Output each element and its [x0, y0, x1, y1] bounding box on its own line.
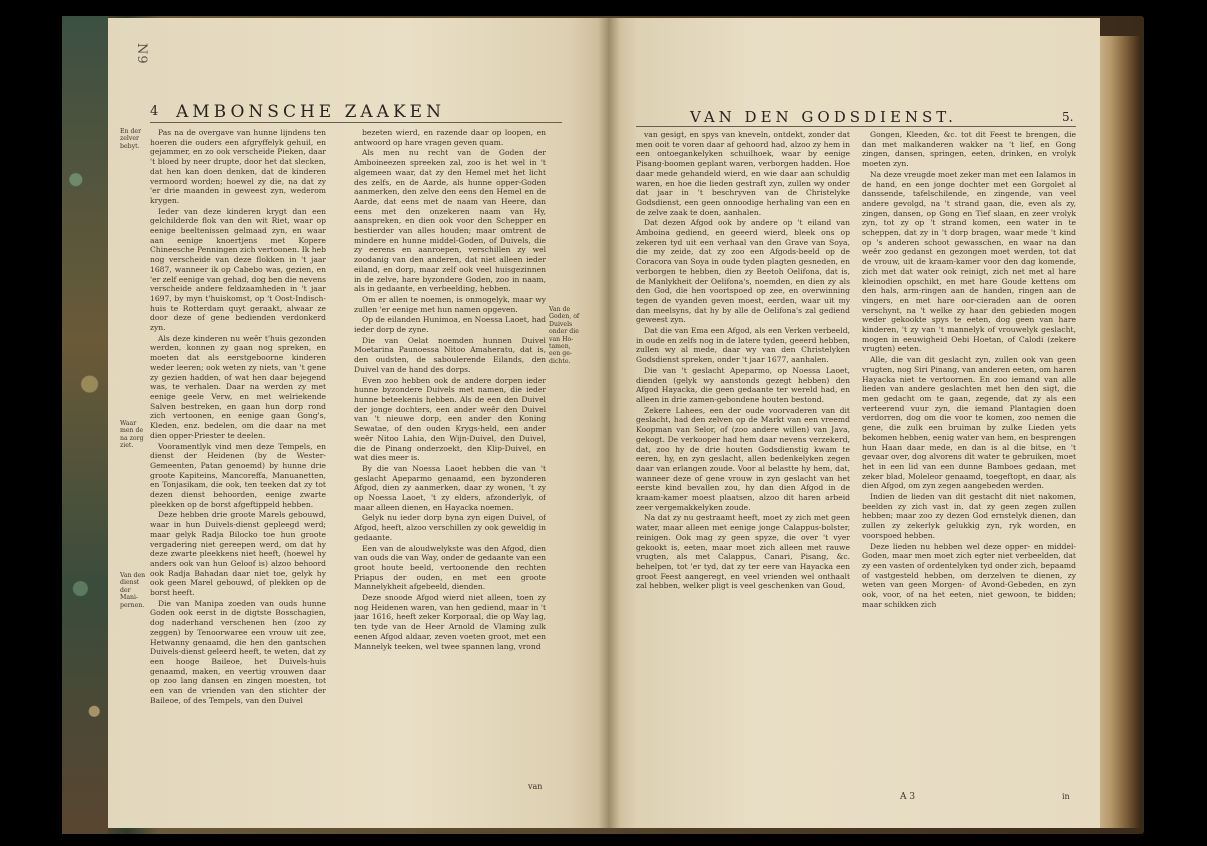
paragraph: Deze snoode Afgod wierd niet alleen, toen zy nog Heidenen waren, van hen gediend, maar in 't jaar 1616, heeft zeker Korporaal, die op Way lag, ten tyde van de Heer Arnold de Vlaming zulk eenen Afgod aldaar, zeven voeten groot, met een Mannelyk teeken, wel twee spannen lang, vrond	[354, 593, 546, 651]
paragraph: Als men nu recht van de Goden der Amboineezen spreeken zal, zoo is het wel in 't algemeen waar, dat zy den Hemel met het licht des zelfs, en de Aarde, als hunne opper-Goden aanmerken, den zelve den eens den Hemel en de Aarde, dat eens met de naam van Heere, dan eens met den onzekeren naam van Hy, aanspreken, en dien ook voor den Schepper en bestierder van alles houden; maar omtrent de mindere en hunne middel-Goden, of Duivels, die zy eerens en aanroepen, verschillen zy wel zoodanig van den anderen, dat niet alleen ieder eiland, en dorp, maar zelf ook veel huisgezinnen in de zelve, hare byzondere Goden, zoo in naam, als in gedaante, en verbeelding, hebben.	[354, 148, 546, 294]
book-gutter	[598, 18, 620, 828]
paragraph: bezeten wierd, en razende daar op loopen, en antwoord op hare vragen geven quam.	[354, 128, 546, 147]
paragraph: Dat dezen Afgod ook by andere op 't eiland van Amboina gediend, en geeerd wierd, bleek ons op zekeren tyd uit een verhaal van den Grave van Soya, die my zeide, dat zy zoo een Afgods-beeld op de Coracora van Soya in oude tyden plagten gesneden, en verborgen te hebben, dien zy Beetoh Oelifona, dat is, de Manlykheit der Oelifona's, noemden, en dien zy als den God, die hen voortspoed op zee, en overwinning tegen de vyanden geven moest, eerden, waar uit my dan meelsyns, dat hy by alle de Oelifona's zal gediend geweest zyn.	[636, 218, 850, 325]
paragraph: van gesigt, en spys van kneveln, ontdekt, zonder dat men ooit te voren daar af gehoord had, alzoo zy hem in een ontoegankelyken schuilhoek, waar by eenige Pisang-boomen geplant waren, verborgen hadden. Hoe daar mede gehandeld wierd, en wie daar aan schuldig waren, en hoe die lieden gestraft zyn, zullen wy onder dat jaar in 't beschryven van de Christelyke Godsdienst, een geen onnoodige herhaling van een en de zelve zaak te doen, aanhalen.	[636, 130, 850, 217]
paragraph: Gongen, Kleeden, &c. tot dit Feest te brengen, die dan met malkanderen wakker na 't lief, en Gong zingen, dansen, springen, eeten, drinken, en vrolyk moeten zyn.	[862, 130, 1076, 169]
paragraph: Even zoo hebben ook de andere dorpen ieder hunne byzondere Duivels met namen, die ieder hunne beteekenis hebben. Als de een den Duivel der jonge dochters, een ander weêr den Duivel van 't nieuwe dorp, een ander den Koning Sewatae, of den ouden Krygs-held, een ander weêr Nitoo Lahia, den Wijn-Duivel, den Duivel, die de Pinang onderzoekt, den Klip-Duivel, en wat dies meer is.	[354, 375, 546, 463]
left-inner-margin-note: Van de Goden, of Duivels onder die van Ho-tamen, een ge-dichte.	[549, 306, 580, 365]
left-margin-note-2: Waar men de na zorg ziet.	[120, 420, 144, 450]
paragraph: Pas na de overgave van hunne lijndens ten hoeren die ouders een afgryffelyk gehuil, en gejammer, en zo ook verscheide Pieken, daar 't bloed by neer drupte, door het dat slecken, dat hen kan doen denken, dat de kinderen vermoord worden; hoewel zy die, na dat zy 'er drie maanden in geweest zyn, wederom krygen.	[150, 128, 326, 205]
right-catchword: in	[1062, 792, 1070, 801]
paragraph: Die van Manipa zoeden van ouds hunne Goden ook eerst in de digtste Bosschagien, dog naderhand verschenen hen (zoo zy zeggen) by Tenoorwaree een vrouw uit zee, Hetwanny genaamd, die hen den gantschen Duivels-dienst geleerd heeft, te weten, dat zy een hooge Baileoe, het Duivels-huis genaamd, maken, en veertig vrouwen daar op zoo lang dansen en zingen moesten, tot een van de vrienden van den stichter der Baileoe, of des Tempels, van den Duivel	[150, 598, 326, 705]
paragraph: Een van de aloudwelykste was den Afgod, dien van ouds die van Way, onder de gedaante van een groot houte beeld, vertoonende den rechten Priapus der ouden, en met een groote Mannelykheit afgebeeld, dienden.	[354, 543, 546, 592]
signature-mark: A 3	[900, 792, 916, 802]
paragraph: Als deze kinderen nu weêr t'huis gezonden werden, konnen zy gaan nog spreken, en moeten dat als eerstgeboorne kinderen weder leeren; ook weten zy niets, van 't gene zy gezien hadden, of wat hen daar bejegend was, te verhalen. Daar na werden zy met eenige geele Verw, en met welriekende Salven bestreken, en gaan hun dorp rond zich vertoonen, en eenige gaan Gong's, Kleden, enz. bedelen, om die daar na met dien opper-Priester te deelen.	[150, 333, 326, 440]
left-page-number: 4	[150, 104, 159, 119]
right-head-rule	[636, 126, 1076, 127]
paragraph: Na deze vreugde moet zeker man met een Ialamos in de hand, en een jonge dochter met een Gorgolet al danssende, tafelschilende, en zingende, van veel andere gevolgd, na 't strand gaan, die, even als zy, zingen, dansen, op Gong en Tief slaan, en zeer vrolyk zyn, tot zy op 't strand komen, een water in te scheppen, dat zy in 't dorp bragen, waar mede 't kind op 's anderen schoot gewasschen, en waar na dan weêr zoo gedanst en gezongen moet werden, tot dat de vrouw, uit de kraam-kamer voor den dag komende, zich met dat water ook reinigt, zich net met al hare kleinodien opschikt, en met hare Goude kettens om den hals, arm-ringen aan de handen, ringen aan de vingers, en met hare oor-cieraden aan de ooren verschynt, na 't welke zy haar den gebieden mogen weder gekookte spys te eeten, dog geen van hare kinderen, 't zy van 't mannelyk of vrouwelyk geslacht, mogen in eeuwigheid Oebi Hoetan, of Calodi (zekere vrugten) eeten.	[862, 169, 1076, 354]
corner-pencil-note: N9	[134, 43, 149, 65]
left-catchword: van	[528, 782, 543, 791]
paragraph: Vooramentlyk vind men deze Tempels, en dienst der Heidenen (by de Wester-Gemeenten, Patan genoemd) by hunne drie groote Kapiteins, Mancoreffa, Manuanetten, en Tonjasikam, die ook, ten teeken dat zy tot dezen dienst behoorden, eenige zwarte pleekken op de borst afgeftippeld hebben.	[150, 441, 326, 509]
left-margin-note-3: Van den dienst der Mani-pernen.	[120, 572, 146, 609]
right-column-1	[636, 130, 850, 790]
paragraph: Om er allen te noemen, is onmogelyk, maar wy zullen 'er eenige met hun namen opgeven.	[354, 294, 546, 314]
paragraph: Dat die van Ema een Afgod, als een Verken verbeeld, in oude en zelfs nog in de latere tyden, geeerd hebben, zullen wy al mede, daar wy van den Christelyken Godsdienst spreken, onder 't jaar 1677, aanhalen.	[636, 326, 850, 365]
page-edges	[1098, 36, 1140, 828]
paragraph: Die van 't geslacht Apeparmo, op Noessa Laoet, dienden (gelyk wy aanstonds gezegt hebben) den Afgod Hayacka, die geen gedaante ter wereld had, en alleen in drie zamen-gebondene houten bestond.	[636, 365, 850, 404]
right-page-number: 5.	[1062, 110, 1074, 124]
paragraph: Gelyk nu ieder dorp byna zyn eigen Duivel, of Afgod, heeft, alzoo verschillen zy ook geweldig in gedaante.	[354, 513, 546, 542]
paragraph: Deze hebben drie groote Marels gebouwd, waar in hun Duivels-dienst gepleegd werd; maar gelyk Radja Bilocko toe hun groote vergadering niet gereepen werd, om dat hy deze zwarte pleekkens niet heeft, (hoewel hy anders ook van hun Geloof is) alzoo behoord ook Radja Bahadan daar niet toe, gelyk hy ook geen Marel gebouwd, of plekken op de borst heeft.	[150, 510, 326, 598]
left-column-1	[150, 128, 326, 792]
left-head-rule	[150, 122, 562, 123]
paragraph: Op de eilanden Hunimoa, en Noessa Laoet, had ieder dorp de zyne.	[354, 315, 546, 335]
paragraph: By die van Noessa Laoet hebben die van 't geslacht Apeparmo genaamd, een byzonderen Afgod, dien zy aanmerken, daar zy wonen, 't zy op Noessa Laoet, 't zy elders, afzonderlyk, of maar alleen dienen, en Hayacka noemen.	[354, 463, 546, 512]
paragraph: Die van Oelat noemden hunnen Duivel Moetarina Paunoessa Nitoo Amaheratu, dat is, den oudsten, de saboulerende Eilands, den Duivel van de hand des dorps.	[354, 335, 546, 374]
paragraph: Alle, die van dit geslacht zyn, zullen ook van geen vrugten, nog Siri Pinang, van anderen eeten, om haren Hayacka niet te vertoornen. En zoo iemand van alle lieden van andere geslachten met hen den sigt, die men gedacht om te gaan, zegende, dat zy als een verteerend vuur zyn, die iemand Plantagien doen verdorren, dog om die voor te komen, zoo nemen die gene, die zulk een bruiman by zulke Lieden yets bekomen hebben, eenig water van hem, en besprengen hun Haan daar mede, en dan is al die bitse, en 't gevaar over, dog alvorens dit water te gebruiken, moet het in een lid van een dunne Bamboes gedaan, met zeker blad, Moleleor genaamd, toegeftopt, en daar, als dien Afgod, om zyn zegen aangebeden werden.	[862, 355, 1076, 491]
paragraph: Ieder van deze kinderen krygt dan een gelchilderde flok van den wit Riet, waar op eenige beeltenissen gelmaad zyn, en waar aan eenige knoertjens met Kopere Chineesche Penningen zich vertoonen. Ik heb nog verscheide van deze flokken in 't jaar 1687, wanneer ik op Cabebo was, gezien, en 'er zelf eenige van gehad, dog ben die nevens verscheide andere feldzaamheden in 't jaar 1697, by myn t'huiskomst, op 't Oost-Indisch-huis te Rotterdam quyt geraakt, alwaar ze door deze of gene bedienden verdonkerd zyn.	[150, 206, 326, 333]
paragraph: Na dat zy nu gestraamt heeft, moet zy zich met geen water, maar alleen met eenige jonge Calappus-bolster, reinigen. Ook mag zy geen spyze, die over 't vyer gekookt is, eeten, maar moet zich alleen met rauwe vrugten, als met Calappus, Canari, Pisang, &c. behelpen, tot 'er tyd, dat zy ter eere van Hayacka een groot Feest aangeregt, en veel vrienden wel onthaalt zal hebben, welker pligt is veel geschenken van Goud,	[636, 513, 850, 591]
left-running-head: AMBONSCHE ZAAKEN	[176, 102, 445, 122]
right-column-2	[862, 130, 1076, 790]
marbled-endpaper	[62, 16, 108, 834]
right-running-head: VAN DEN GODSDIENST.	[690, 108, 957, 126]
paragraph: Deze lieden nu hebben wel deze opper- en middel-Goden, maar men moet zich egter niet verbeelden, dat zy een vasten of ordentelyken tyd onder zich, bepaamd of vastgesteld hebben, om derzelven te dienen, zy weten van geen Morgen- of Avond-Gebeden, en zyn ook, voor, of na het eeten, niet gewoon, te bidden; maar schikken zich	[862, 541, 1076, 609]
left-column-2	[354, 128, 546, 792]
paragraph: Zekere Lahees, een der oude voorvaderen van dit geslacht, had den zelven op de Markt van een vreemd Koopman van Selor, of (zoo andere willen) van Java, gekogt. De verkooper had hem daar nevens verzekerd, dat, zoo hy de drie houten Godsdienstig kwam te eeren, hy, en zyn geslacht, allen bedenkelyken zegen daar van erlangen zoude. Voor al belastte hy hem, dat, wanneer deze of gene vrouw in zyn geslacht van het eerste kind bevallen zou, hy dan dien Afgod in de kraam-kamer moest plaatsen, alzoo dit haren arbeid zeer vergemakkelyken zoude.	[636, 405, 850, 512]
left-margin-note-1: En der zelver bebyt.	[120, 128, 142, 150]
paragraph: Indien de lieden van dit gestacht dit niet nakomen, beelden zy zich vast in, dat zy geen zegen zullen hebben; maar zoo zy dezen God ernstelyk dienen, dan zullen zy zekerlyk gelukkig zyn, ryk worden, en voorspoed hebben.	[862, 492, 1076, 540]
